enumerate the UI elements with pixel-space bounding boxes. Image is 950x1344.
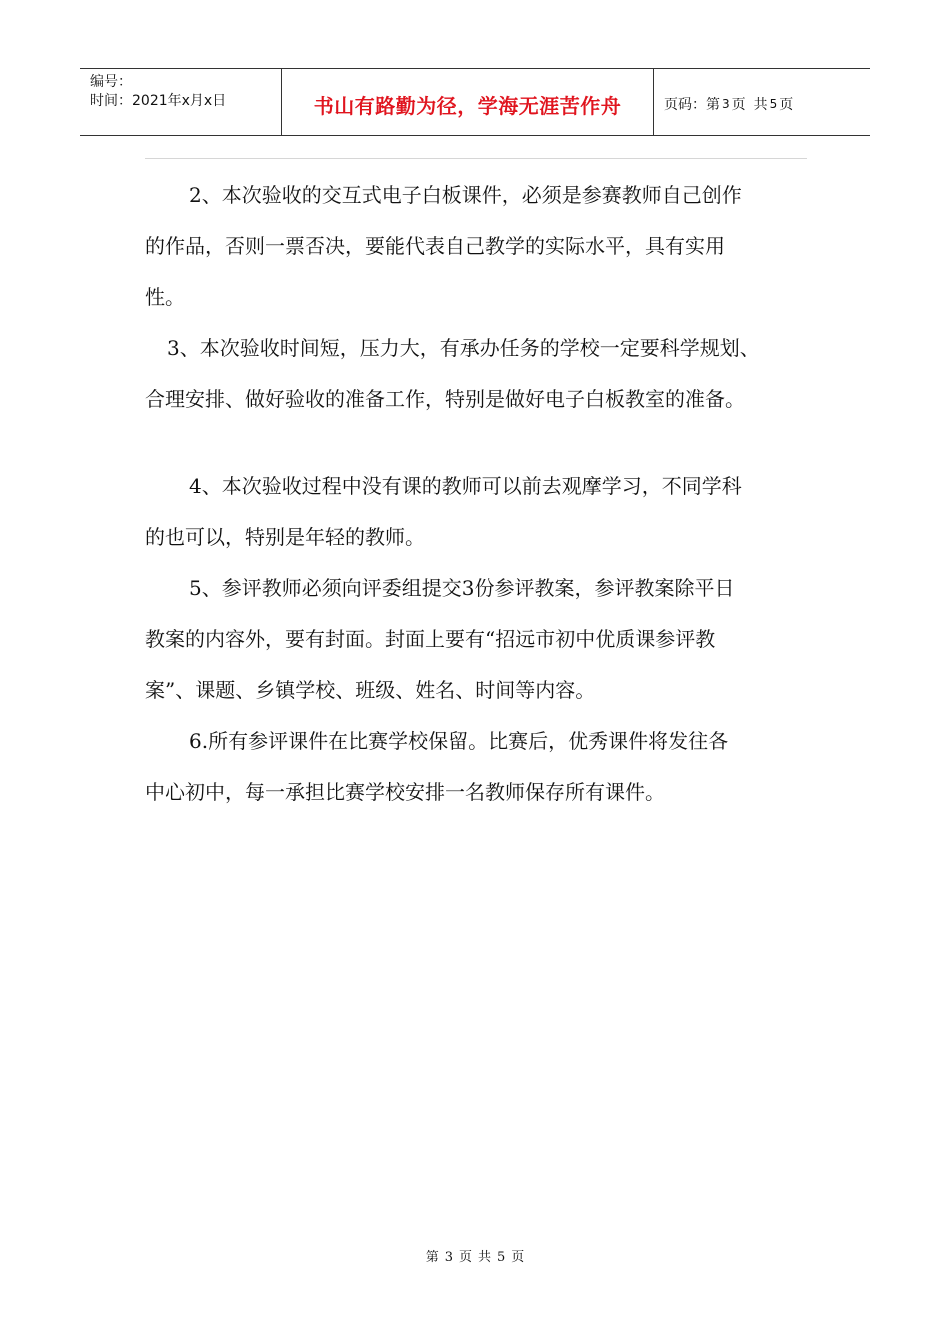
page-total: 5 <box>769 97 778 111</box>
paragraph-line: 2、本次验收的交互式电子白板课件，必须是参赛教师自己创作 <box>189 183 742 207</box>
document-time-label: 时间：2021年x月x日 <box>90 93 227 109</box>
header-divider <box>145 158 807 159</box>
paragraph-line: 的作品，否则一票否决，要能代表自己教学的实际水平，具有实用 <box>145 234 725 258</box>
paragraph-line: 6.所有参评课件在比赛学校保留。比赛后，优秀课件将发往各 <box>189 729 729 753</box>
page-footer <box>0 1246 950 1265</box>
paragraph-line: 的也可以，特别是年轻的教师。 <box>145 525 425 549</box>
footer-current-page: 3 <box>444 1250 453 1265</box>
header-page-info <box>654 69 870 135</box>
page-current: 3 <box>722 97 730 111</box>
paragraph-4 <box>145 461 825 563</box>
paragraph-line: 4、本次验收过程中没有课的教师可以前去观摩学习，不同学科 <box>189 474 742 498</box>
page-total-label: 共 <box>753 97 768 113</box>
paragraph-2 <box>145 170 825 323</box>
paragraph-line: 合理安排、做好验收的准备工作，特别是做好电子白板教室的准备。 <box>145 387 745 411</box>
page-unit: 页 <box>731 97 746 113</box>
header-motto: 书山有路勤为径，学海无涯苦作舟 <box>282 69 654 135</box>
paragraph-5 <box>145 563 825 716</box>
document-number-label: 编号： <box>90 74 132 90</box>
footer-prefix: 第 <box>425 1250 439 1265</box>
paragraph-line: 教案的内容外，要有封面。封面上要有“招远市初中优质课参评教 <box>145 627 716 651</box>
paragraph-line: 3、本次验收时间短，压力大，有承办任务的学校一定要科学规划、 <box>167 336 760 360</box>
page-total-unit: 页 <box>779 97 794 113</box>
footer-total-unit: 页 <box>511 1250 525 1265</box>
header-meta <box>80 69 282 135</box>
footer-total-prefix: 共 <box>478 1250 492 1265</box>
footer-unit: 页 <box>458 1250 472 1265</box>
page-header <box>80 68 870 136</box>
paragraph-line: 性。 <box>145 285 185 309</box>
paragraph-6 <box>145 716 825 818</box>
paragraph-line: 中心初中，每一承担比赛学校安排一名教师保存所有课件。 <box>145 780 665 804</box>
page-label: 页码：第 <box>664 97 720 113</box>
paragraph-3 <box>145 323 825 425</box>
paragraph-line: 5、参评教师必须向评委组提交3份参评教案，参评教案除平日 <box>189 576 735 600</box>
footer-total-pages: 5 <box>497 1250 506 1265</box>
document-body <box>145 170 825 818</box>
paragraph-line: 案”、课题、乡镇学校、班级、姓名、时间等内容。 <box>145 678 596 702</box>
